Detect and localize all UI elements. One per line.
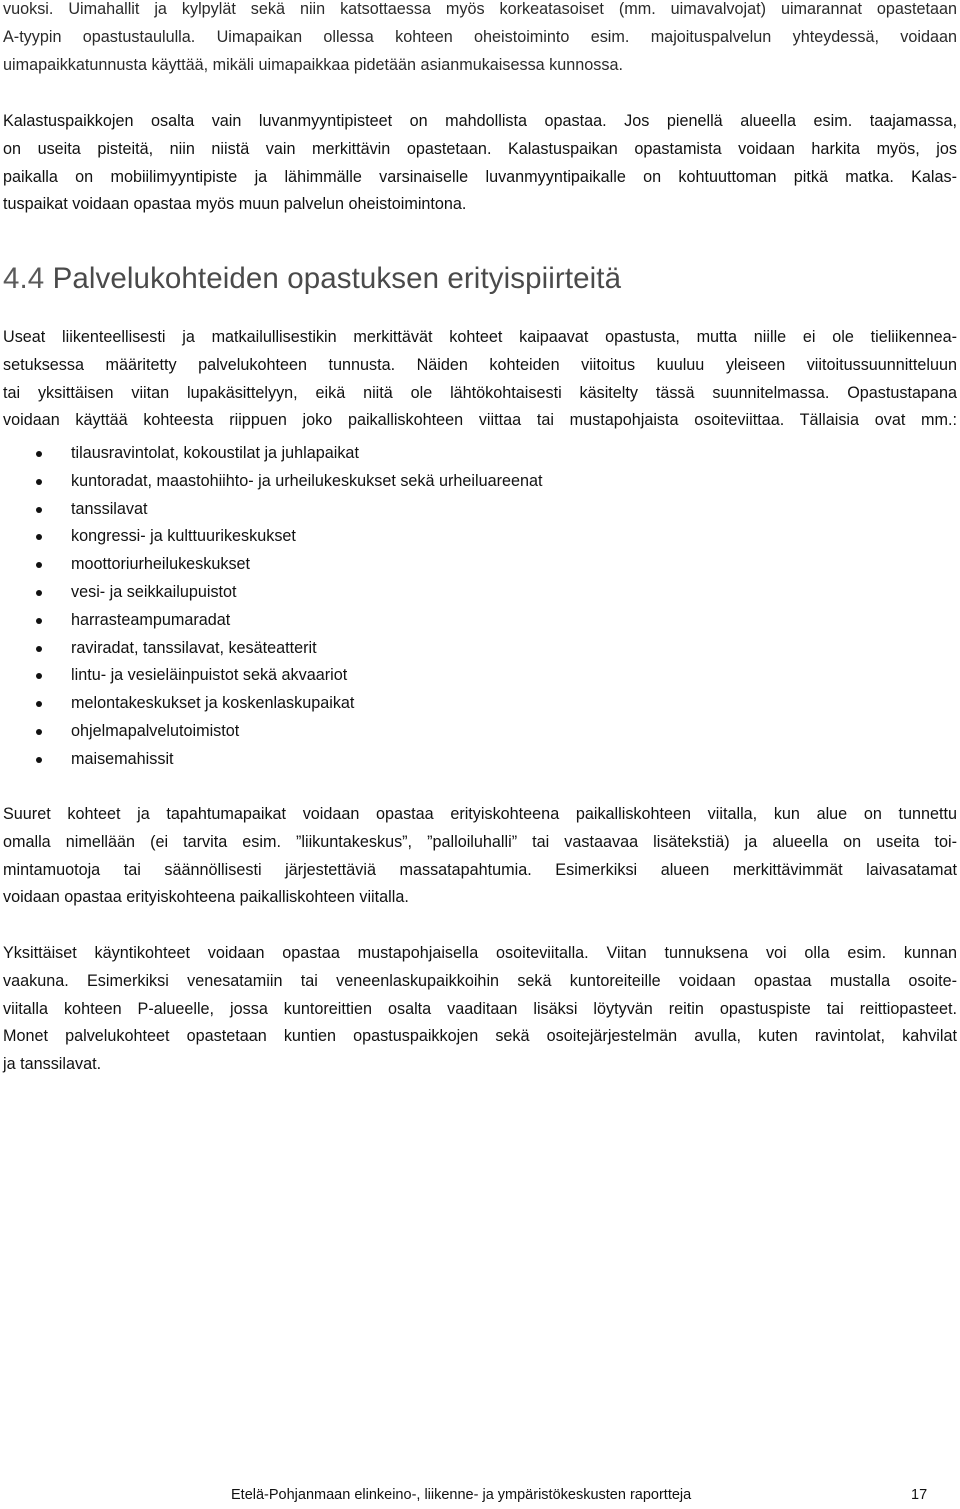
text-line: vaakuna. Esimerkiksi venesatamiin tai veneenlaskupaikkoihin sekä kuntoreiteille voidaan opastaa mustalla osoite- — [3, 971, 957, 990]
text-line: vuoksi. Uimahallit ja kylpylät sekä niin katsottaessa myös korkeatasoiset (mm. uimavalvojat) uimarannat opastetaan — [3, 0, 957, 18]
bullet-icon — [36, 479, 42, 485]
list-item — [3, 635, 957, 663]
text-line: omalla nimellään (ei tarvita esim. ”liikuntakeskus”, ”palloiluhalli” tai vastaavaa lisätekstiä) ja alueella on useita toi- — [3, 832, 957, 851]
list-item-text: kongressi- ja kulttuurikeskukset — [71, 527, 296, 546]
list-item-text: raviradat, tanssilavat, kesäteatterit — [71, 638, 317, 657]
text-line: paikalla on mobiilimyyntipiste ja lähimmälle varsinaiselle luvanmyyntipaikalle on kohtuuttoman pitkä matka. Kalas- — [3, 167, 957, 186]
bullet-icon — [36, 729, 42, 735]
fishing-paragraph — [3, 108, 957, 219]
list-item — [3, 440, 957, 468]
list-item — [3, 690, 957, 718]
list-item-text: ohjelmapalvelutoimistot — [71, 721, 240, 740]
list-item — [3, 607, 957, 635]
text-line: voidaan käyttää kohteesta riippuen joko paikalliskohteen viittaa tai mustapohjaista osoiteviittaa. Tällaisia ovat mm.: — [3, 411, 957, 430]
list-item-text: kuntoradat, maastohiihto- ja urheilukeskukset sekä urheiluareenat — [71, 471, 543, 490]
bullet-icon — [36, 701, 42, 707]
list-item-text: lintu- ja vesieläinpuistot sekä akvaariot — [71, 666, 348, 685]
list-item-text: melontakeskukset ja koskenlaskupaikat — [71, 694, 355, 713]
text-line: ja tanssilavat. — [3, 1055, 102, 1074]
text-line: setuksessa määritetty palvelukohteen tunnusta. Näiden kohteiden viitoitus kuuluu yleiseen viitoitussuunnitteluun — [3, 355, 957, 374]
list-item-text: harrasteampumaradat — [71, 610, 231, 629]
list-item-text: maisemahissit — [71, 749, 174, 768]
text-line: tuspaikat voidaan opastaa myös muun palvelun oheistoimintona. — [3, 195, 467, 214]
list-item — [3, 468, 957, 496]
section-heading — [3, 262, 621, 296]
list-item-text: tanssilavat — [71, 499, 148, 518]
section-intro-paragraph — [3, 324, 957, 435]
list-item — [3, 662, 957, 690]
bullet-icon — [36, 757, 42, 763]
intro-paragraph — [3, 0, 957, 79]
footer-publisher: Etelä-Pohjanmaan elinkeino-, liikenne- ja ympäristökeskusten raportteja — [231, 1487, 692, 1503]
text-line: A-tyypin opastustaululla. Uimapaikan ollessa kohteen oheistoiminto esim. majoituspalvelun yhteydessä, voidaan — [3, 27, 957, 46]
footer-page-number: 17 — [911, 1487, 928, 1503]
bullet-icon — [36, 673, 42, 679]
bullet-icon — [36, 451, 42, 457]
bullet-icon — [36, 646, 42, 652]
text-line: viitalla kohteen P-alueelle, jossa kuntoreittien osalta vaaditaan lisäksi löytyvän reitin opastuspiste tai reittiopasteet. — [3, 999, 957, 1018]
bullet-icon — [36, 507, 42, 513]
bullet-icon — [36, 590, 42, 596]
examples-list — [3, 440, 957, 774]
bullet-icon — [36, 562, 42, 568]
text-line: tai yksittäisen viitan lupakäsittelyyn, eikä niitä ole lähtökohtaisesti käsitelty tässä suunnitelmassa. Opastustapana — [3, 383, 957, 402]
text-line: Kalastuspaikkojen osalta vain luvanmyyntipisteet on mahdollista opastaa. Jos pienellä alueella esim. taajamassa, — [3, 112, 957, 130]
large-sites-paragraph — [3, 801, 957, 912]
list-item-text: moottoriurheilukeskukset — [71, 555, 251, 574]
text-line: uimapaikkatunnusta käyttää, mikäli uimapaikkaa pidetään asianmukaisessa kunnossa. — [3, 55, 623, 74]
list-item — [3, 523, 957, 551]
list-item-text: vesi- ja seikkailupuistot — [71, 582, 237, 601]
text-line: Useat liikenteellisesti ja matkailullisestikin merkittävät kohteet kaipaavat opastusta, mutta niille ei ole tieliikennea- — [3, 328, 957, 346]
text-line: Suuret kohteet ja tapahtumapaikat voidaan opastaa erityiskohteena paikalliskohteen viitalla, kun alue on tunnettu — [3, 805, 957, 823]
text-line: voidaan opastaa erityiskohteena paikalliskohteen viitalla. — [3, 888, 409, 907]
list-item — [3, 551, 957, 579]
single-sites-paragraph — [3, 940, 957, 1079]
list-item — [3, 746, 957, 774]
text-line: mintamuotoja tai säännöllisesti järjestettäviä massatapahtumia. Esimerkiksi alueen merkittävimmät laivasatamat — [3, 860, 957, 879]
text-line: on useita pisteitä, niin niistä vain merkittävin opastetaan. Kalastuspaikan opastamista voidaan harkita myös, jos — [3, 139, 957, 158]
list-item-text: tilausravintolat, kokoustilat ja juhlapaikat — [71, 444, 359, 462]
bullet-icon — [36, 534, 42, 540]
text-line: Monet palvelukohteet opastetaan kuntien opastuspaikkojen sekä osoitejärjestelmän avulla, kuten ravintolat, kahvilat — [3, 1027, 957, 1046]
section-number: 4.4 — [3, 262, 45, 295]
list-item — [3, 579, 957, 607]
list-item — [3, 718, 957, 746]
section-title: Palvelukohteiden opastuksen erityispiirteitä — [52, 262, 622, 295]
text-line: Yksittäiset käyntikohteet voidaan opastaa mustapohjaisella osoiteviitalla. Viitan tunnuksena voi olla esim. kunnan — [3, 944, 957, 962]
list-item — [3, 496, 957, 524]
bullet-icon — [36, 618, 42, 624]
